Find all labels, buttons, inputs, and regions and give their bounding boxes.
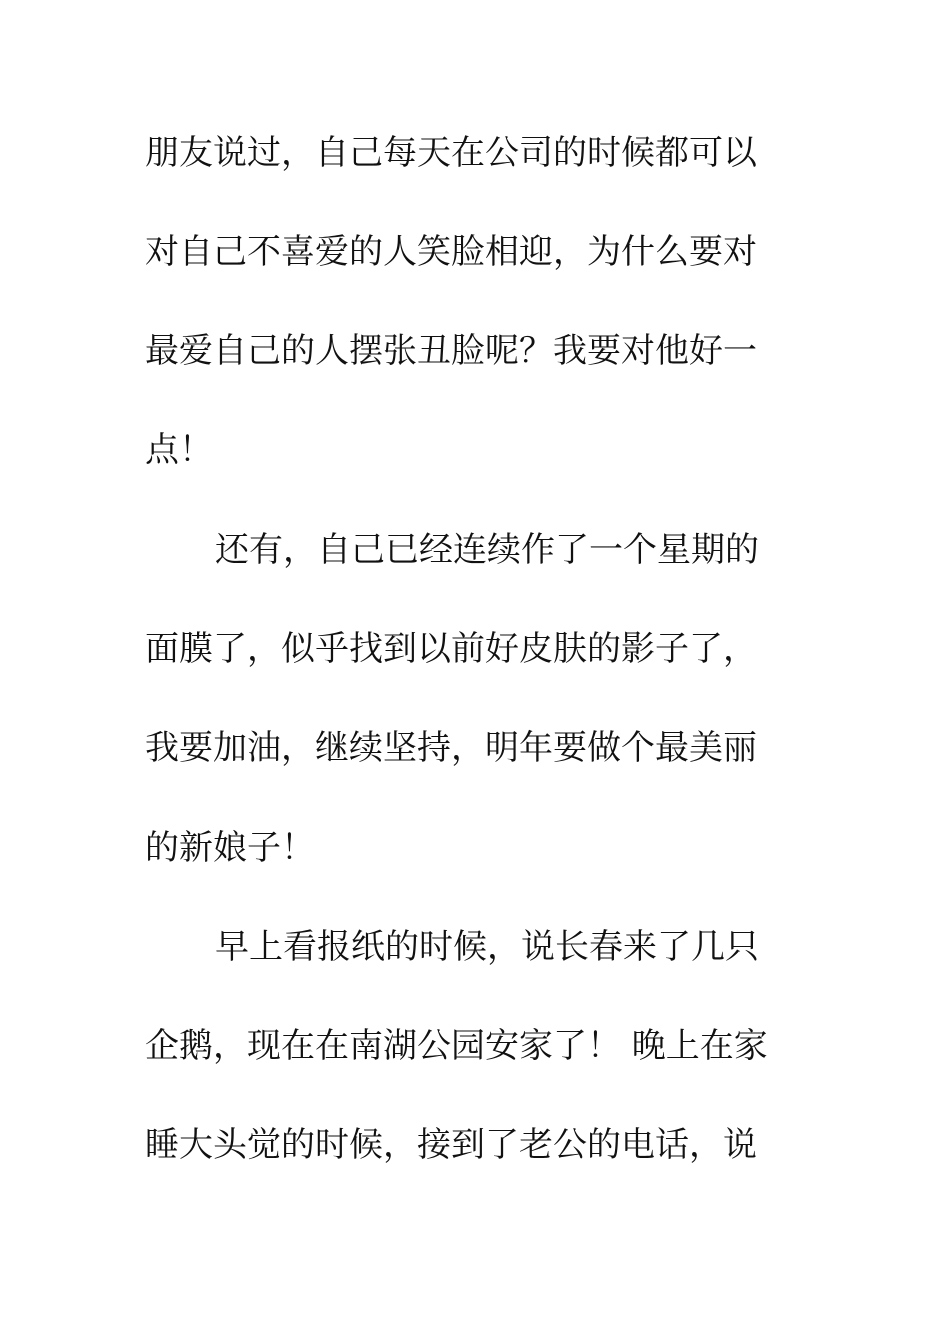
paragraph-line: 点！ — [145, 430, 213, 470]
paragraph-line: 我要加油，继续坚持，明年要做个最美丽 — [145, 728, 757, 768]
paragraph-line: 最爱自己的人摆张丑脸呢？我要对他好一 — [145, 331, 757, 371]
paragraph-line: 早上看报纸的时候，说长春来了几只 — [215, 927, 759, 967]
paragraph-line: 面膜了，似乎找到以前好皮肤的影子了， — [145, 629, 757, 669]
paragraph-line: 的新娘子！ — [145, 828, 315, 868]
paragraph-line: 还有，自己已经连续作了一个星期的 — [215, 530, 759, 570]
paragraph-line: 朋友说过，自己每天在公司的时候都可以 — [145, 133, 757, 173]
paragraph-line: 对自己不喜爱的人笑脸相迎，为什么要对 — [145, 232, 757, 272]
paragraph-line: 企鹅，现在在南湖公园安家了！ 晚上在家 — [145, 1026, 768, 1066]
paragraph-line: 睡大头觉的时候，接到了老公的电话，说 — [145, 1125, 757, 1165]
